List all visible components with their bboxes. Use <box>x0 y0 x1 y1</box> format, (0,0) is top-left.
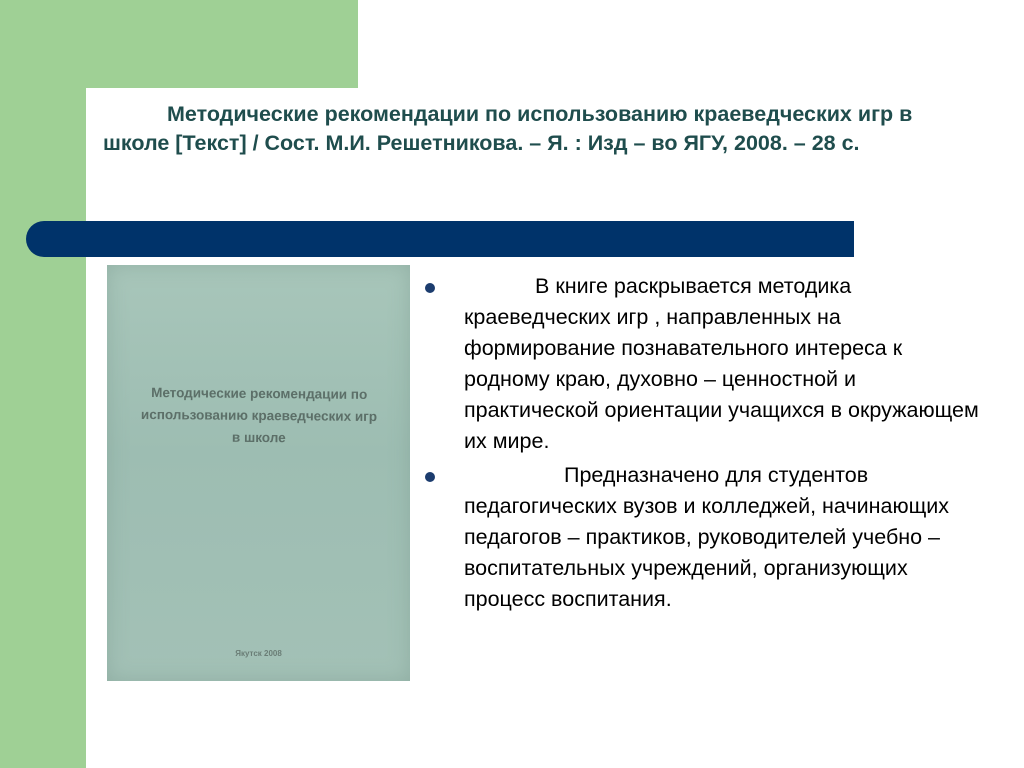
bullet-list <box>425 271 985 618</box>
divider-bar <box>26 221 854 257</box>
slide-title: Методические рекомендации по использованию краеведческих игр в школе [Текст] / Сост. М.И. Решетникова. – Я. : Изд – во ЯГУ, 2008. – 28 с. <box>103 102 913 155</box>
bullet-item <box>425 271 985 457</box>
book-cover-footer: Якутск 2008 <box>235 649 282 658</box>
top-green-band <box>0 0 358 88</box>
bullet-text: В книге раскрывается методика краеведческих игр , направленных на формирование познавательного интереса к родному краю, духовно – ценностной и практической ориентации учащихся в окружающем их мире. <box>464 274 979 453</box>
bullet-text: Предназначено для студентов педагогических вузов и колледжей, начинающих педагогов – практиков, руководителей учебно – воспитательных учреждений, организующих процесс воспитания. <box>464 463 950 611</box>
book-cover-title: Методические рекомендации по использованию краеведческих игр в школе <box>140 385 378 446</box>
left-green-band <box>0 0 86 768</box>
bullet-dot-icon <box>425 472 435 482</box>
book-cover-image <box>107 265 410 681</box>
bullet-item <box>425 460 985 615</box>
bullet-dot-icon <box>425 283 435 293</box>
